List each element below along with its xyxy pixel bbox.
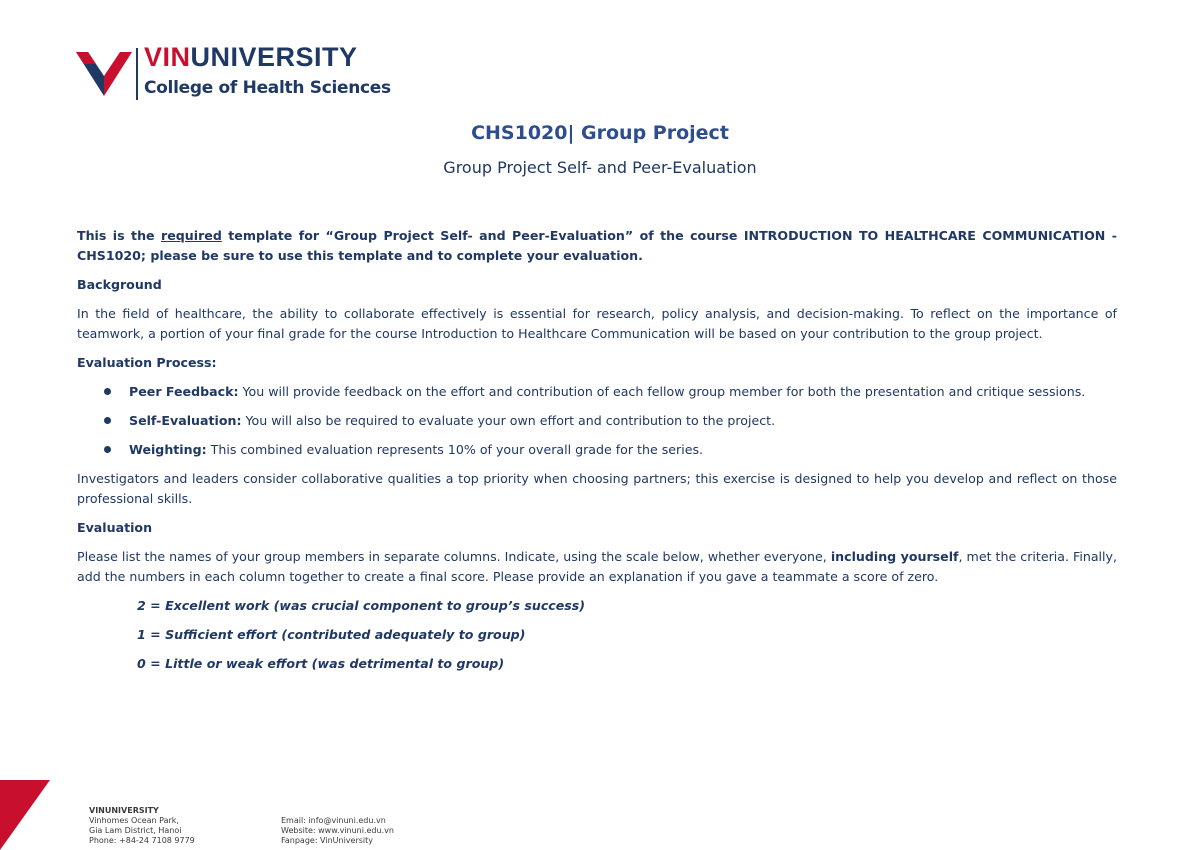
document-body [77, 226, 1117, 683]
process-closing-paragraph: Investigators and leaders consider collaborative qualities a top priority when choosing partners; this exercise is designed to help you develop and reflect on those professional skills. [77, 471, 1117, 506]
footer-phone: Phone: +84-24 7108 9779 [89, 836, 195, 845]
footer-contact [281, 816, 394, 846]
vinuni-logo-icon [76, 46, 132, 100]
evaluation-text-2: , met the criteria. Finally, add the numbers in each column together to create a final score. Please provide an explanation if you gave a teammate a score of zero. [77, 549, 1117, 584]
background-heading: Background [77, 277, 162, 292]
intro-underlined-word: required [161, 228, 222, 243]
background-paragraph: In the field of healthcare, the ability to collaborate effectively is essential for research, policy analysis, and decision-making. To reflect on the importance of teamwork, a portion of your final grade for the course Introduction to Healthcare Communication will be based on your contribution to the group project. [77, 306, 1117, 341]
list-item-label: Self-Evaluation: [129, 413, 242, 428]
list-item-text: You will provide feedback on the effort and contribution of each fellow group member for both the presentation and critique sessions. [238, 384, 1086, 399]
list-item [77, 411, 1117, 431]
list-item [77, 440, 1117, 460]
list-item-text: You will also be required to evaluate your own effort and contribution to the project. [241, 413, 776, 428]
evaluation-bold-text: including yourself [830, 549, 959, 564]
document-subtitle: Group Project Self- and Peer-Evaluation [443, 158, 757, 177]
intro-text-2: template for “Group Project Self- and Peer-Evaluation” of the course INTRODUCTION TO HEALTHCARE COMMUNICATION - CHS1020; please be sure to use this template and to complete your evaluation. [77, 228, 1117, 263]
document-title: CHS1020| Group Project [471, 122, 729, 144]
footer-website: Website: www.vinuni.edu.vn [281, 826, 394, 835]
footer-address-line: Vinhomes Ocean Park, [89, 816, 179, 825]
list-item-text: This combined evaluation represents 10% of your overall grade for the series. [206, 442, 704, 457]
logo-wordmark [144, 42, 358, 73]
list-item [77, 382, 1117, 402]
vinuniversity-logo [76, 42, 391, 104]
scale-item-2: 2 = Excellent work (was crucial component to group’s success) [137, 598, 586, 613]
evaluation-text-1: Please list the names of your group members in separate columns. Indicate, using the scale below, whether everyone, [77, 549, 831, 564]
evaluation-paragraph [77, 547, 1117, 587]
bullet-icon [104, 388, 111, 395]
logo-divider [136, 48, 138, 100]
intro-paragraph [77, 226, 1117, 266]
corner-accent-shape [0, 780, 50, 850]
footer-email: Email: info@vinuni.edu.vn [281, 816, 386, 825]
evaluation-heading: Evaluation [77, 520, 153, 535]
logo-wordmark-university: UNIVERSITY [190, 42, 358, 72]
footer-address [89, 806, 195, 846]
scale-item-0: 0 = Little or weak effort (was detrimental to group) [137, 656, 505, 671]
list-item-label: Peer Feedback: [129, 384, 239, 399]
scale-item-1: 1 = Sufficient effort (contributed adequately to group) [137, 627, 526, 642]
logo-college-name: College of Health Sciences [144, 78, 391, 98]
bullet-icon [104, 417, 111, 424]
evaluation-process-list [77, 382, 1117, 460]
evaluation-process-heading: Evaluation Process: [77, 355, 217, 370]
footer-fanpage: Fanpage: VinUniversity [281, 836, 374, 845]
bullet-icon [104, 446, 111, 453]
list-item-label: Weighting: [129, 442, 207, 457]
logo-wordmark-vin: VIN [144, 42, 191, 72]
intro-text-1: This is the [77, 228, 162, 243]
footer-address-line: Gia Lam District, Hanoi [89, 826, 182, 835]
footer-org-name: VINUNIVERSITY [89, 806, 159, 815]
